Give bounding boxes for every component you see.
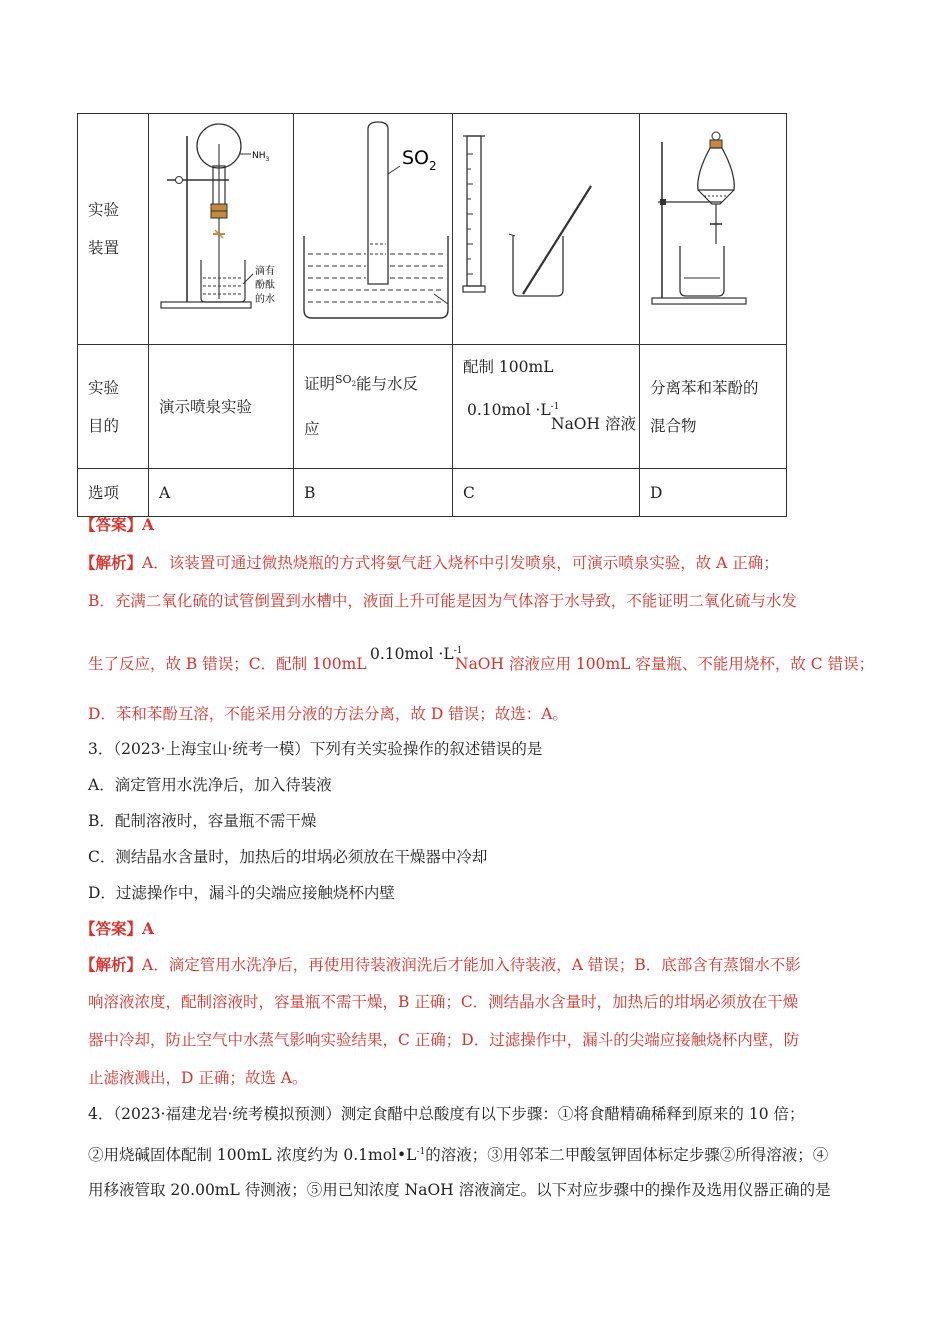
apparatus-c-cell [453,114,640,345]
so2-trough-figure [294,114,452,340]
purpose-a [149,345,294,469]
q3-analysis-line2: 响溶液浓度，配制溶液时，容量瓶不需干燥，B 正确；C．测结晶水含量时，加热后的坩埚必须放在干燥 [88,993,799,1011]
option-b: B [294,469,453,517]
fountain-apparatus-figure [149,114,293,340]
q3-analysis-line3: 器中冷却，防止空气中水蒸气影响实验结果，C 正确；D．过滤操作中，漏斗的尖端应接触烧杯内壁，防 [88,1031,800,1049]
q2-concentration: $0.10mol \cdot L^{-1}$ [370,645,463,664]
option-a: A [149,469,294,517]
cylinder-beaker-figure [453,114,639,340]
q3-option-b: B．配制溶液时，容量瓶不需干燥 [88,812,317,830]
separatory-funnel-figure [640,114,786,340]
purpose-c-line3: NaOH 溶液 [551,415,636,434]
so2-formula: SO2 [335,373,357,389]
q2-analysis-line2: B．充满二氧化硫的试管倒置到水槽中，液面上升可能是因为气体溶于水导致，不能证明二氧化硫与水发 [88,592,797,610]
label-option: 选项 [88,483,120,502]
drop-label-1: 滴有 [255,266,275,277]
q3-option-d: D．过滤操作中，漏斗的尖端应接触烧杯内壁 [88,884,395,902]
q4-line3: 用移液管取 20.00mL 待测液；⑤用已知浓度 NaOH 溶液滴定。以下对应步骤中的操作及选用仪器正确的是 [88,1181,831,1199]
purpose-b-line1: 证明$^{SO_2}$能与水反 [304,373,419,394]
purpose-c-line1: 配制 100mL [463,358,554,376]
q3-answer: 【答案】A [80,919,155,938]
q2-analysis-line1: 【解析】A．该装置可通过微热烧瓶的方式将氨气赶入烧杯中引发喷泉，可演示喷泉实验，故 A 正确； [80,553,779,572]
drop-label-2: 酚酞 [255,280,275,291]
drop-label-3: 的水 [255,294,275,305]
purpose-d-line2: 混合物 [650,416,697,435]
label-purpose-line2: 目的 [88,416,120,435]
purpose-c-conc: $0.10mol \cdot L^{-1}$ [467,401,560,420]
purpose-a-text: 演示喷泉实验 [159,397,253,416]
purpose-d [640,345,787,469]
apparatus-b-cell [294,114,453,345]
q4-line1: 4．（2023·福建龙岩·统考模拟预测）测定食醋中总酸度有以下步骤：①将食醋精确稀释到原来的 10 倍； [88,1105,805,1123]
purpose-d-line1: 分离苯和苯酚的 [650,378,759,397]
label-apparatus-line1: 实验 [88,201,120,219]
purpose-b-line2: 应 [304,419,320,438]
purpose-b [294,345,453,469]
label-apparatus-line2: 装置 [88,239,120,257]
q3-option-c: C．测结晶水含量时，加热后的坩埚必须放在干燥器中冷却 [88,848,488,866]
q3-stem: 3．（2023·上海宝山·统考一模）下列有关实验操作的叙述错误的是 [88,740,543,758]
row-label-option [78,469,149,517]
option-c: C [453,469,640,517]
row-label-apparatus [78,114,149,345]
q2-analysis-line3b: NaOH 溶液应用 100mL 容量瓶、不能用烧杯，故 C 错误； [455,655,875,673]
q3-analysis-line4: 止滤液溅出，D 正确；故选 A。 [88,1069,308,1087]
q3-analysis-line1: 【解析】A．滴定管用水洗净后，再使用待装液润洗后才能加入待装液，A 错误；B．底部含有蒸馏水不影 [80,955,801,974]
option-d: D [640,469,787,517]
q3-option-a: A．滴定管用水洗净后，加入待装液 [88,776,332,794]
label-purpose-line1: 实验 [88,378,120,397]
row-label-purpose [78,345,149,469]
apparatus-a-cell [149,114,294,345]
q2-answer: 【答案】A [80,515,155,534]
purpose-c [453,345,640,469]
q4-line2: ②用烧碱固体配制 100mL 浓度约为 $0.1mol•L^{-1}$的溶液；③用邻苯二甲酸氢钾固体标定步骤②所得溶液；④ [88,1146,829,1165]
nh3-label: $NH_3$ [252,151,270,163]
apparatus-d-cell [640,114,787,345]
q2-analysis-line4: D．苯和苯酚互溶，不能采用分液的方法分离，故 D 错误；故选：A。 [88,705,568,723]
experiment-table [77,113,787,517]
q2-analysis-line3a: 生了反应，故 B 错误；C．配制 100mL [88,655,367,673]
so2-label: $SO_2$ [402,147,437,173]
